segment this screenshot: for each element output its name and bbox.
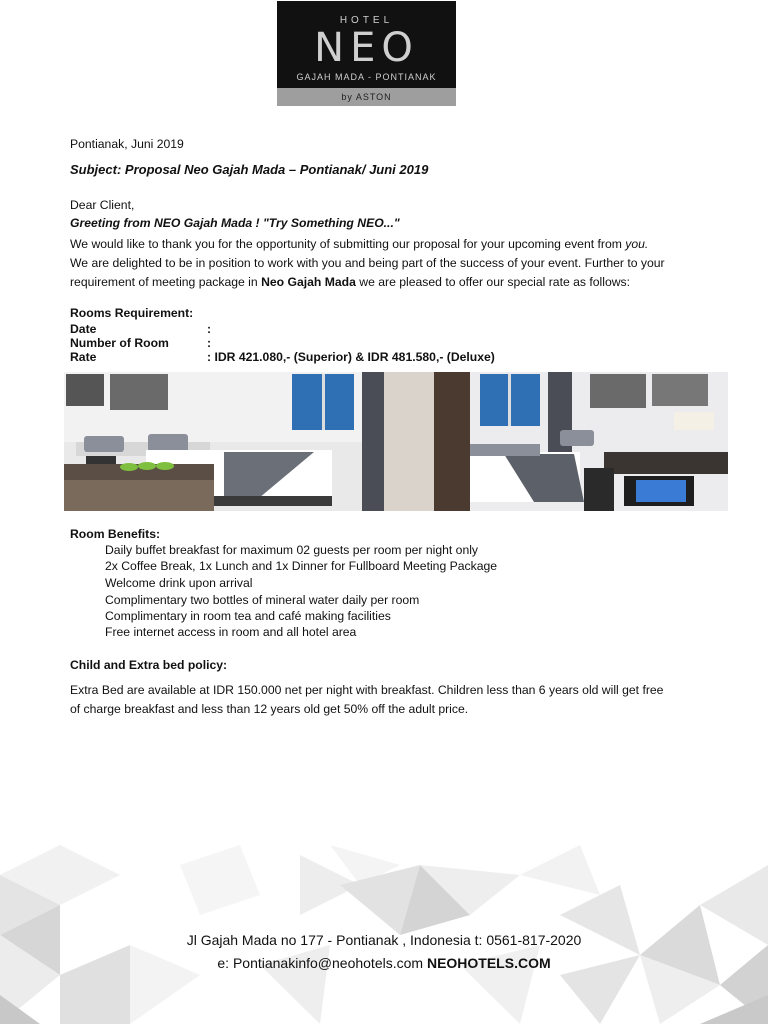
- logo-by-aston: by ASTON: [277, 88, 456, 106]
- benefit-item: Complimentary two bottles of mineral water daily per room: [105, 593, 420, 607]
- policy-line-1: Extra Bed are available at IDR 150.000 net per night with breakfast. Children less than 6 years old will get free: [70, 683, 664, 697]
- logo-neo-text: NEO: [314, 25, 419, 71]
- number-of-room-label: Number of Room: [70, 336, 169, 350]
- rate-colon: :: [207, 350, 212, 364]
- deluxe-room-photo: [470, 372, 728, 511]
- subject-line: Subject: Proposal Neo Gajah Mada – Pontianak/ Juni 2019: [70, 162, 429, 177]
- footer-email[interactable]: e: Pontianakinfo@neohotels.com: [217, 955, 424, 971]
- intro-line-3-hotel: Neo Gajah Mada: [261, 275, 356, 289]
- policy-line-2: of charge breakfast and less than 12 years old get 50% off the adult price.: [70, 702, 469, 716]
- footer-contact: [0, 955, 768, 971]
- salutation: Dear Client,: [70, 198, 135, 212]
- logo-location-text: GAJAH MADA - PONTIANAK: [296, 72, 437, 82]
- room-photos: [64, 372, 728, 511]
- rate-value: [207, 350, 495, 364]
- benefit-item: Free internet access in room and all hotel area: [105, 625, 357, 639]
- intro-line-3-rest: we are pleased to offer our special rate as follows:: [359, 275, 631, 289]
- date-colon: :: [207, 322, 212, 336]
- greeting-line: Greeting from NEO Gajah Mada ! "Try Something NEO...": [70, 216, 400, 230]
- rooms-requirement-heading: Rooms Requirement:: [70, 306, 194, 320]
- benefit-item: Complimentary in room tea and café making facilities: [105, 609, 391, 623]
- rate-text: IDR 421.080,- (Superior) & IDR 481.580,- (Deluxe): [214, 350, 495, 364]
- policy-heading: Child and Extra bed policy:: [70, 658, 228, 672]
- intro-line-3-text: requirement of meeting package in: [70, 275, 258, 289]
- footer-website-link[interactable]: NEOHOTELS.COM: [426, 955, 551, 971]
- superior-room-photo: [64, 372, 384, 511]
- intro-line-1: [70, 237, 648, 251]
- intro-line-3: [70, 275, 630, 289]
- intro-line-1-text: We would like to thank you for the opportunity of submitting our proposal for your upcoming event from: [70, 237, 622, 251]
- benefit-item: 2x Coffee Break, 1x Lunch and 1x Dinner for Fullboard Meeting Package: [105, 559, 498, 573]
- logo-hotel-text: HOTEL: [339, 15, 394, 26]
- intro-line-1-you: you.: [625, 237, 649, 251]
- place-date: Pontianak, Juni 2019: [70, 137, 184, 151]
- date-label: Date: [70, 322, 97, 336]
- intro-line-2: We are delighted to be in position to work with you and being part of the success of your event. Further to your: [70, 256, 665, 270]
- room-benefits-heading: Room Benefits:: [70, 527, 161, 541]
- benefit-item: Daily buffet breakfast for maximum 02 guests per room per night only: [105, 543, 479, 557]
- rate-label: Rate: [70, 350, 97, 364]
- footer-address: Jl Gajah Mada no 177 - Pontianak , Indonesia t: 0561-817-2020: [186, 932, 582, 948]
- number-of-room-colon: :: [207, 336, 212, 350]
- benefit-item: Welcome drink upon arrival: [105, 576, 253, 590]
- hotel-logo: [277, 1, 456, 106]
